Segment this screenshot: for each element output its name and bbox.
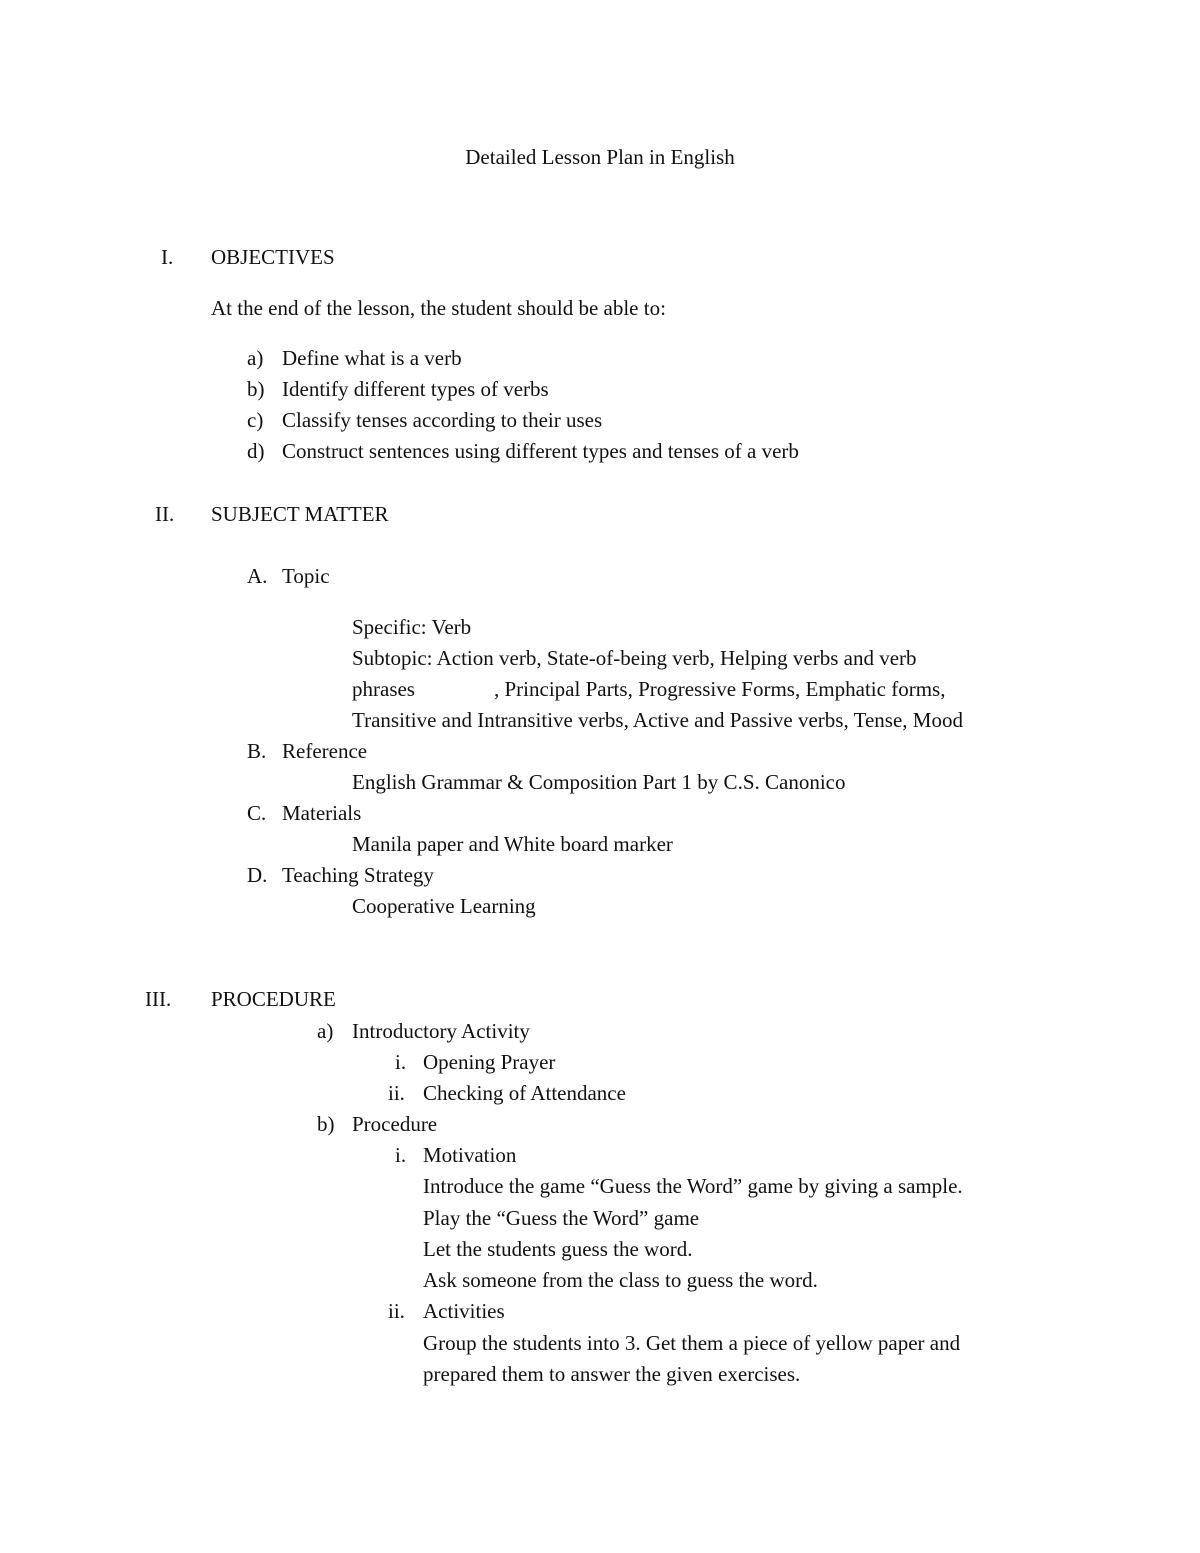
activities-label: Activities [423, 1299, 505, 1323]
topic-subtopic-line: Transitive and Intransitive verbs, Active and Passive verbs, Tense, Mood [352, 708, 963, 732]
objective-item: Identify different types of verbs [282, 377, 549, 401]
introductory-marker: a) [317, 1019, 334, 1043]
section-heading-subject-matter: SUBJECT MATTER [211, 502, 389, 526]
topic-subtopic-line: phrases [352, 677, 415, 701]
reference-value: English Grammar & Composition Part 1 by C.S. Canonico [352, 770, 846, 794]
section-heading-objectives: OBJECTIVES [211, 245, 335, 269]
materials-marker: C. [247, 801, 267, 825]
materials-value: Manila paper and White board marker [352, 832, 673, 856]
objective-item: Construct sentences using different types and tenses of a verb [282, 439, 799, 463]
objective-marker: c) [247, 408, 264, 432]
section-numeral-subject-matter: II. [155, 502, 175, 526]
objective-marker: d) [247, 439, 265, 463]
topic-label: Topic [282, 564, 330, 588]
procedure-marker: b) [317, 1112, 335, 1136]
introductory-item: Opening Prayer [423, 1050, 556, 1074]
topic-marker: A. [247, 564, 268, 588]
strategy-label: Teaching Strategy [282, 863, 434, 887]
strategy-marker: D. [247, 863, 268, 887]
strategy-value: Cooperative Learning [352, 894, 536, 918]
motivation-line: Let the students guess the word. [423, 1237, 693, 1261]
activities-marker: ii. [388, 1299, 405, 1323]
objectives-intro: At the end of the lesson, the student should be able to: [211, 296, 666, 320]
topic-subtopic-line: Subtopic: Action verb, State-of-being verb, Helping verbs and verb [352, 646, 917, 670]
introductory-item-marker: ii. [388, 1081, 405, 1105]
objective-item: Classify tenses according to their uses [282, 408, 603, 432]
motivation-line: Ask someone from the class to guess the word. [423, 1268, 818, 1292]
introductory-label: Introductory Activity [352, 1019, 530, 1043]
introductory-item: Checking of Attendance [423, 1081, 626, 1105]
activities-line: prepared them to answer the given exercises. [423, 1362, 801, 1386]
objective-marker: a) [247, 346, 264, 370]
document-title: Detailed Lesson Plan in English [465, 145, 735, 169]
topic-subtopic-line: , Principal Parts, Progressive Forms, Emphatic forms, [494, 677, 946, 701]
objective-item: Define what is a verb [282, 346, 462, 370]
motivation-label: Motivation [423, 1143, 517, 1167]
motivation-line: Introduce the game “Guess the Word” game by giving a sample. [423, 1174, 963, 1198]
topic-specific: Specific: Verb [352, 615, 472, 639]
section-heading-procedure: PROCEDURE [211, 987, 336, 1011]
motivation-marker: i. [395, 1143, 407, 1167]
procedure-label: Procedure [352, 1112, 438, 1136]
reference-label: Reference [282, 739, 368, 763]
motivation-line: Play the “Guess the Word” game [423, 1206, 700, 1230]
section-numeral-procedure: III. [145, 987, 172, 1011]
section-numeral-objectives: I. [161, 245, 174, 269]
introductory-item-marker: i. [395, 1050, 407, 1074]
materials-label: Materials [282, 801, 362, 825]
objective-marker: b) [247, 377, 265, 401]
reference-marker: B. [247, 739, 267, 763]
activities-line: Group the students into 3. Get them a piece of yellow paper and [423, 1331, 961, 1355]
